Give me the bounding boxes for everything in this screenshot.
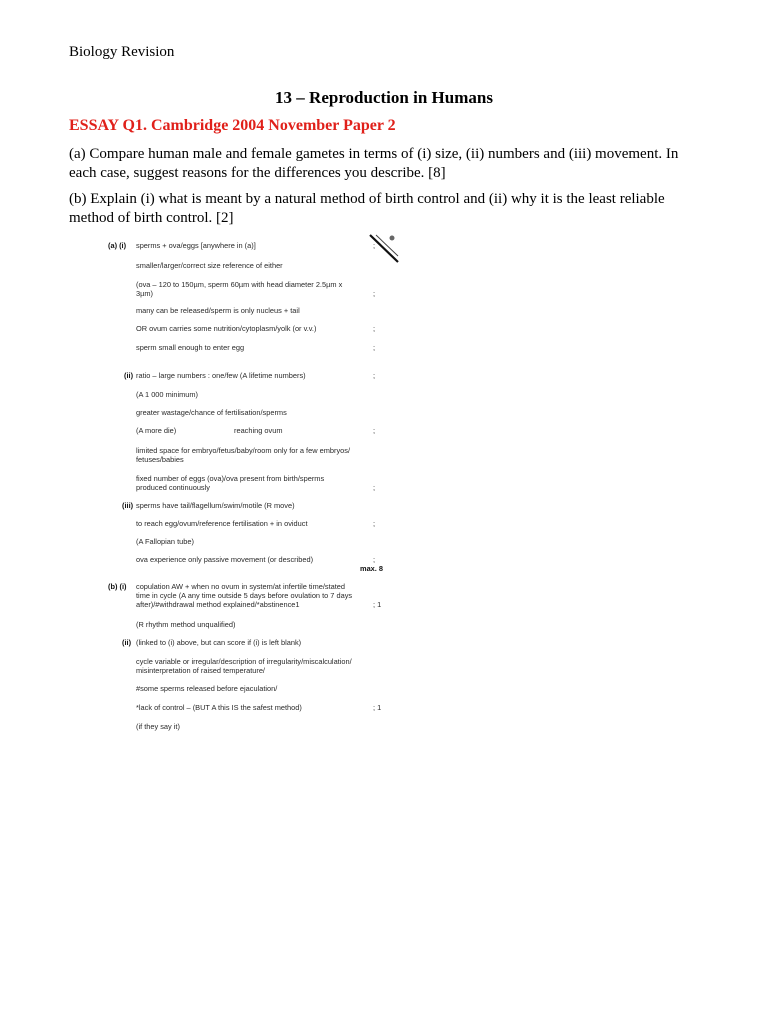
scheme-mark: ; [373, 343, 376, 352]
scheme-a-i-line-3b: 3µm) [136, 289, 153, 298]
scheme-b-i-line-1c: after)/#withdrawal method explained/*abstinence1 [136, 600, 300, 609]
scheme-a-i-line-2: smaller/larger/correct size reference of either [136, 261, 283, 270]
scheme-a-i-line-1: sperms + ova/eggs [anywhere in (a)] [136, 241, 256, 250]
scheme-b-ii-label: (ii) [122, 638, 132, 647]
scheme-mark: ; [373, 519, 376, 528]
scheme-a-i-line-5: OR ovum carries some nutrition/cytoplasm/yolk (or v.v.) [136, 324, 317, 333]
scheme-max-mark: max. 8 [360, 564, 384, 573]
scheme-a-iii-line-1: sperms have tail/flagellum/swim/motile (R move) [136, 501, 295, 510]
scheme-a-ii-line-5b: fetuses/babies [136, 455, 184, 464]
scheme-b-i-line-2: (R rhythm method unqualified) [136, 620, 236, 629]
essay-heading: ESSAY Q1. Cambridge 2004 November Paper 2 [69, 117, 396, 134]
scheme-a-ii-line-6a: fixed number of eggs (ova)/ova present from birth/sperms [136, 474, 325, 483]
scheme-b-ii-line-5: (if they say it) [136, 722, 180, 731]
scheme-a-iii-line-2: to reach egg/ovum/reference fertilisation + in oviduct [136, 519, 308, 528]
scheme-a-i-line-6: sperm small enough to enter egg [136, 343, 245, 352]
scheme-b-ii-line-2a: cycle variable or irregular/description of irregularity/miscalculation/ [136, 657, 352, 666]
scheme-mark: ; [373, 483, 376, 492]
scheme-b-i-line-1a: copulation AW + when no ovum in system/at infertile time/stated [136, 582, 346, 591]
scheme-b-ii-line-3: #some sperms released before ejaculation/ [136, 684, 278, 693]
scheme-b-i-label: (b) (i) [108, 582, 127, 591]
scheme-mark: ; 1 [373, 600, 382, 609]
scheme-b-ii-line-4: *lack of control – (BUT A this IS the safest method) [136, 703, 302, 712]
scheme-a-ii-line-6b: produced continuously [136, 483, 210, 492]
question-b: (b) Explain (i) what is meant by a natural method of birth control and (ii) why it is the least reliable method of birth control. [2] [69, 191, 665, 226]
scheme-a-i-label: (a) (i) [108, 241, 127, 250]
scheme-a-ii-label: (ii) [124, 371, 134, 380]
scheme-mark: ; 1 [373, 703, 382, 712]
scheme-mark: ; [373, 555, 376, 564]
scheme-a-i-line-3a: (ova – 120 to 150µm, sperm 60µm with head diameter 2.5µm x [136, 280, 343, 289]
document-header: Biology Revision [69, 44, 175, 60]
scheme-mark: ; [373, 241, 376, 250]
scheme-a-ii-line-1: ratio – large numbers : one/few (A lifetime numbers) [136, 371, 306, 380]
scheme-a-ii-line-4b: reaching ovum [234, 426, 283, 435]
scheme-mark: ; [373, 371, 376, 380]
scheme-mark: ; [373, 289, 376, 298]
scheme-a-ii-line-4a: (A more die) [136, 426, 177, 435]
mark-scheme-image [100, 232, 400, 740]
scheme-b-ii-line-1: (linked to (i) above, but can score if (i) is left blank) [136, 638, 302, 647]
scheme-a-ii-line-2: (A 1 000 minimum) [136, 390, 199, 399]
scheme-a-ii-line-3: greater wastage/chance of fertilisation/sperms [136, 408, 287, 417]
page-title: 13 – Reproduction in Humans [275, 88, 493, 107]
scheme-a-iii-line-4: ova experience only passive movement (or described) [136, 555, 314, 564]
scheme-mark: ; [373, 426, 376, 435]
question-a: (a) Compare human male and female gametes in terms of (i) size, (ii) numbers and (iii) movement. In each case, suggest reasons for the differences you describe. [8] [69, 146, 679, 181]
scheme-a-ii-line-5a: limited space for embryo/fetus/baby/room only for a few embryos/ [136, 446, 351, 455]
scheme-a-iii-label: (iii) [122, 501, 134, 510]
scheme-b-i-line-1b: time in cycle (A any time outside 5 days before ovulation to 7 days [136, 591, 353, 600]
scheme-b-ii-line-2b: misinterpretation of raised temperature/ [136, 666, 265, 675]
scheme-a-iii-line-3: (A Fallopian tube) [136, 537, 194, 546]
scheme-mark: ; [373, 324, 376, 333]
scheme-a-i-line-4: many can be released/sperm is only nucleus + tail [136, 306, 300, 315]
